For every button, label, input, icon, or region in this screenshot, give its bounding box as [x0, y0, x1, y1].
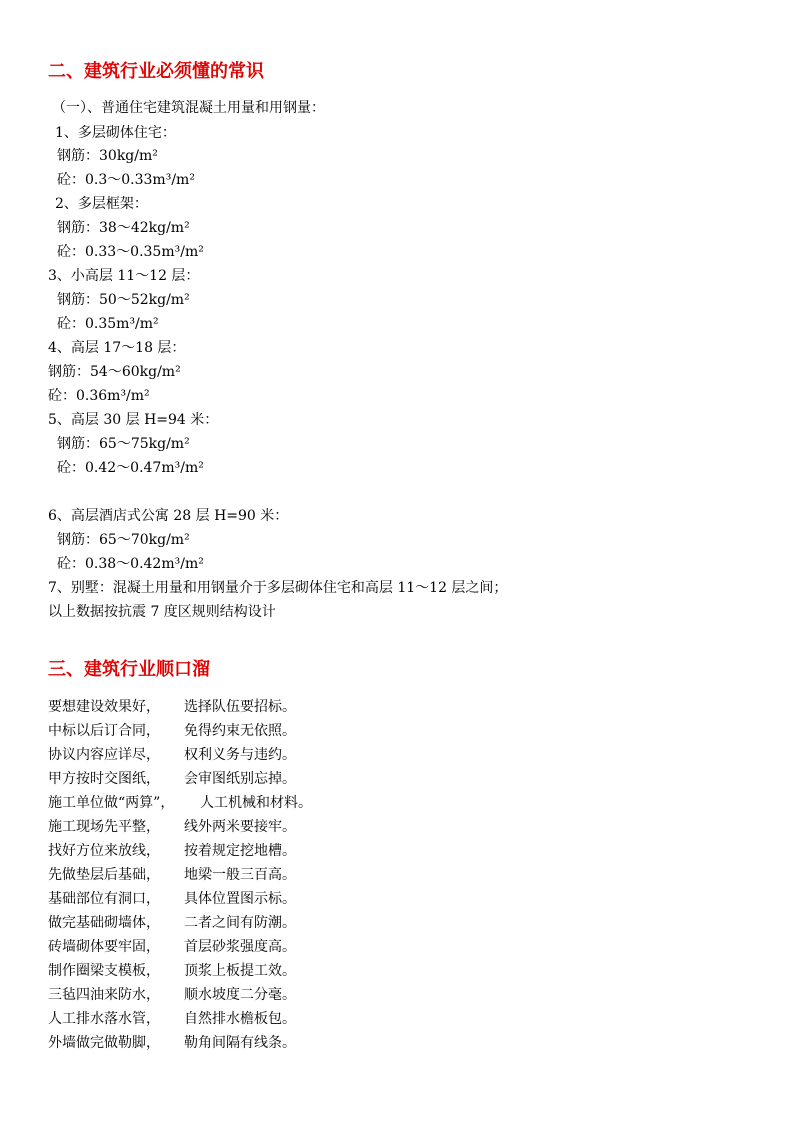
paragraph-line: 7、别墅：混凝土用量和用钢量介于多层砌体住宅和高层 11～12 层之间； — [48, 580, 508, 596]
verse-first-half: 施工现场先平整， — [48, 819, 160, 835]
verse-line — [48, 721, 296, 741]
verse-first-half: 甲方按时交图纸， — [48, 771, 160, 787]
verse-line — [48, 769, 296, 789]
verse-first-half: 协议内容应详尽， — [48, 747, 160, 763]
verse-first-half: 基础部位有洞口， — [48, 891, 160, 907]
verse-first-half: 人工排水落水管， — [48, 1011, 160, 1027]
paragraph-line: 钢筋：50～52kg/m² — [57, 292, 190, 308]
verse-second-half: 具体位置图示标。 — [184, 891, 296, 907]
verse-line — [48, 889, 296, 909]
verse-line — [48, 913, 296, 933]
verse-second-half: 会审图纸别忘掉。 — [184, 771, 296, 787]
verse-line — [48, 1009, 296, 1029]
verse-line — [48, 1033, 296, 1053]
verse-first-half: 外墙做完做勒脚， — [48, 1035, 160, 1051]
verse-second-half: 地梁一般三百高。 — [184, 867, 296, 883]
verse-second-half: 权利义务与违约。 — [184, 747, 296, 763]
paragraph-line: 6、高层酒店式公寓 28 层 H=90 米： — [48, 508, 289, 524]
verse-second-half: 按着规定挖地槽。 — [184, 843, 296, 859]
paragraph-line: 钢筋：65～75kg/m² — [57, 436, 190, 452]
verse-line — [48, 697, 296, 717]
verse-second-half: 顶浆上板提工效。 — [184, 963, 296, 979]
verse-line — [48, 985, 296, 1005]
paragraph-line: 砼：0.3～0.33m³/m² — [57, 172, 195, 188]
verse-second-half: 顺水坡度二分毫。 — [184, 987, 296, 1003]
verse-second-half: 人工机械和材料。 — [200, 795, 312, 811]
verse-first-half: 砖墙砌体要牢固， — [48, 939, 160, 955]
verse-first-half: 找好方位来放线， — [48, 843, 160, 859]
verse-line — [48, 937, 296, 957]
paragraph-line: 砼：0.33～0.35m³/m² — [57, 244, 204, 260]
verse-first-half: 做完基础砌墙体， — [48, 915, 160, 931]
paragraph-line: 1、多层砌体住宅： — [55, 125, 176, 141]
paragraph-line: 2、多层框架： — [55, 196, 148, 212]
verse-first-half: 先做垫层后基础， — [48, 867, 160, 883]
paragraph-line: 砼：0.35m³/m² — [57, 316, 159, 332]
verse-first-half: 施工单位做“两算”， — [48, 795, 175, 811]
paragraph-line: 3、小高层 11～12 层： — [48, 268, 200, 284]
verse-second-half: 首层砂浆强度高。 — [184, 939, 296, 955]
verse-second-half: 自然排水檐板包。 — [184, 1011, 296, 1027]
verse-line — [48, 793, 312, 813]
paragraph-line: 砼：0.42～0.47m³/m² — [57, 460, 204, 476]
verse-line — [48, 841, 296, 861]
verse-line — [48, 745, 296, 765]
verse-second-half: 勒角间隔有线条。 — [184, 1035, 296, 1051]
verse-first-half: 制作圈梁支模板， — [48, 963, 160, 979]
paragraph-line: 钢筋：30kg/m² — [57, 148, 158, 164]
paragraph-line: （一）、普通住宅建筑混凝土用量和用钢量： — [52, 100, 325, 116]
paragraph-line: 钢筋：65～70kg/m² — [57, 532, 190, 548]
paragraph-line: 钢筋：54～60kg/m² — [48, 364, 181, 380]
paragraph-line: 砼：0.36m³/m² — [48, 388, 150, 404]
paragraph-line: 砼：0.38～0.42m³/m² — [57, 556, 204, 572]
paragraph-line: 4、高层 17～18 层： — [48, 340, 186, 356]
section-2-heading: 二、建筑行业必须懂的常识 — [48, 61, 264, 82]
verse-line — [48, 865, 296, 885]
verse-line — [48, 961, 296, 981]
paragraph-line: 5、高层 30 层 H=94 米： — [48, 412, 219, 428]
verse-second-half: 二者之间有防潮。 — [184, 915, 296, 931]
verse-second-half: 选择队伍要招标。 — [184, 699, 296, 715]
verse-line — [48, 817, 296, 837]
verse-first-half: 中标以后订合同， — [48, 723, 160, 739]
verse-second-half: 免得约束无依照。 — [184, 723, 296, 739]
verse-second-half: 线外两米要接牢。 — [184, 819, 296, 835]
paragraph-line: 钢筋：38～42kg/m² — [57, 220, 190, 236]
verse-first-half: 三毡四油来防水， — [48, 987, 160, 1003]
paragraph-line: 以上数据按抗震 7 度区规则结构设计 — [48, 604, 276, 620]
section-3-heading: 三、建筑行业顺口溜 — [48, 659, 210, 680]
verse-first-half: 要想建设效果好， — [48, 699, 160, 715]
